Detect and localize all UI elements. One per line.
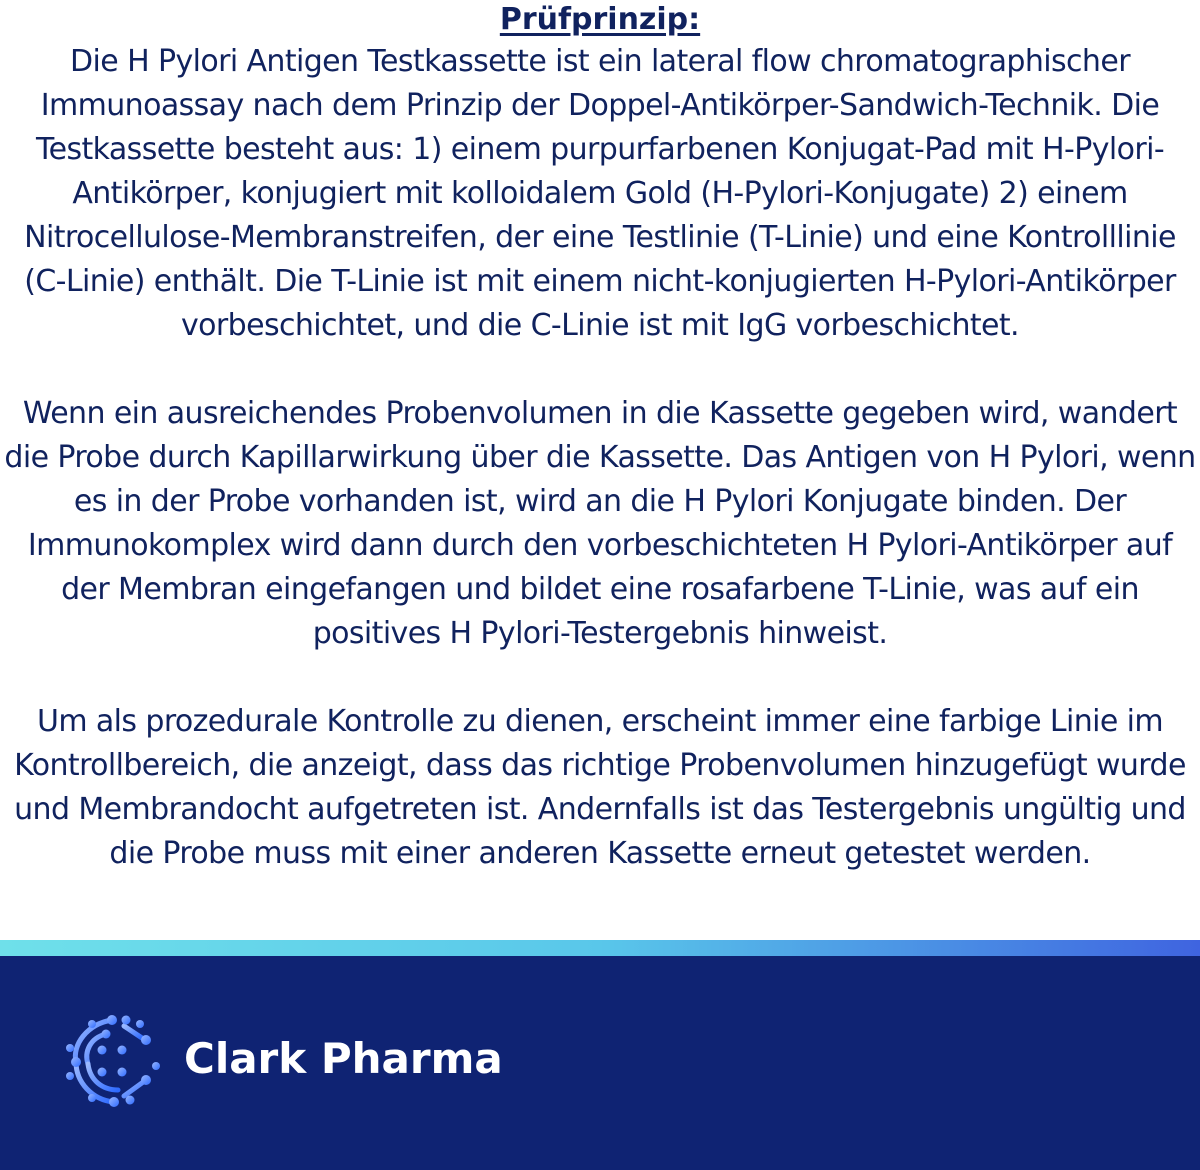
paragraph-control: Um als prozedurale Kontrolle zu dienen, erscheint immer eine farbige Linie im Kontrollbereich, die anzeigt, dass das richtige Probenvolumen hinzugefügt wurde und Membrandocht aufgetreten ist. Andernfalls ist das Testergebnis ungültig und die Probe muss mit einer anderen Kassette erneut getestet werden. [14, 704, 1186, 871]
paragraph-spacer [0, 656, 1200, 700]
gradient-divider [0, 940, 1200, 956]
molecule-network-icon [62, 1010, 164, 1112]
paragraph-spacer [0, 348, 1200, 392]
footer-banner [0, 956, 1200, 1170]
section-heading: Prüfprinzip: [499, 2, 701, 37]
paragraph-procedure: Wenn ein ausreichendes Probenvolumen in die Kassette gegeben wird, wandert die Probe durch Kapillarwirkung über die Kassette. Das Antigen von H Pylori, wenn es in der Probe vorhanden ist, wird an die H Pylori Konjugate binden. Der Immunokomplex wird dann durch den vorbeschichteten H Pylori-Antikörper auf der Membran eingefangen und bildet eine rosafarbene T-Linie, was auf ein positives H Pylori-Testergebnis hinweist. [4, 396, 1196, 651]
brand-name: Clark Pharma [184, 1034, 503, 1083]
paragraph-principle: Die H Pylori Antigen Testkassette ist ein lateral flow chromatographischer Immunoassay nach dem Prinzip der Doppel-Antikörper-Sandwich-Technik. Die Testkassette besteht aus: 1) einem purpurfarbenen Konjugat-Pad mit H-Pylori-Antikörper, konjugiert mit kolloidalem Gold (H-Pylori-Konjugate) 2) einem Nitrocellulose-Membranstreifen, der eine Testlinie (T-Linie) und eine Kontrolllinie (C-Linie) enthält. Die T-Linie ist mit einem nicht-konjugierten H-Pylori-Antikörper vorbeschichtet, und die C-Linie ist mit IgG vorbeschichtet. [24, 44, 1176, 343]
